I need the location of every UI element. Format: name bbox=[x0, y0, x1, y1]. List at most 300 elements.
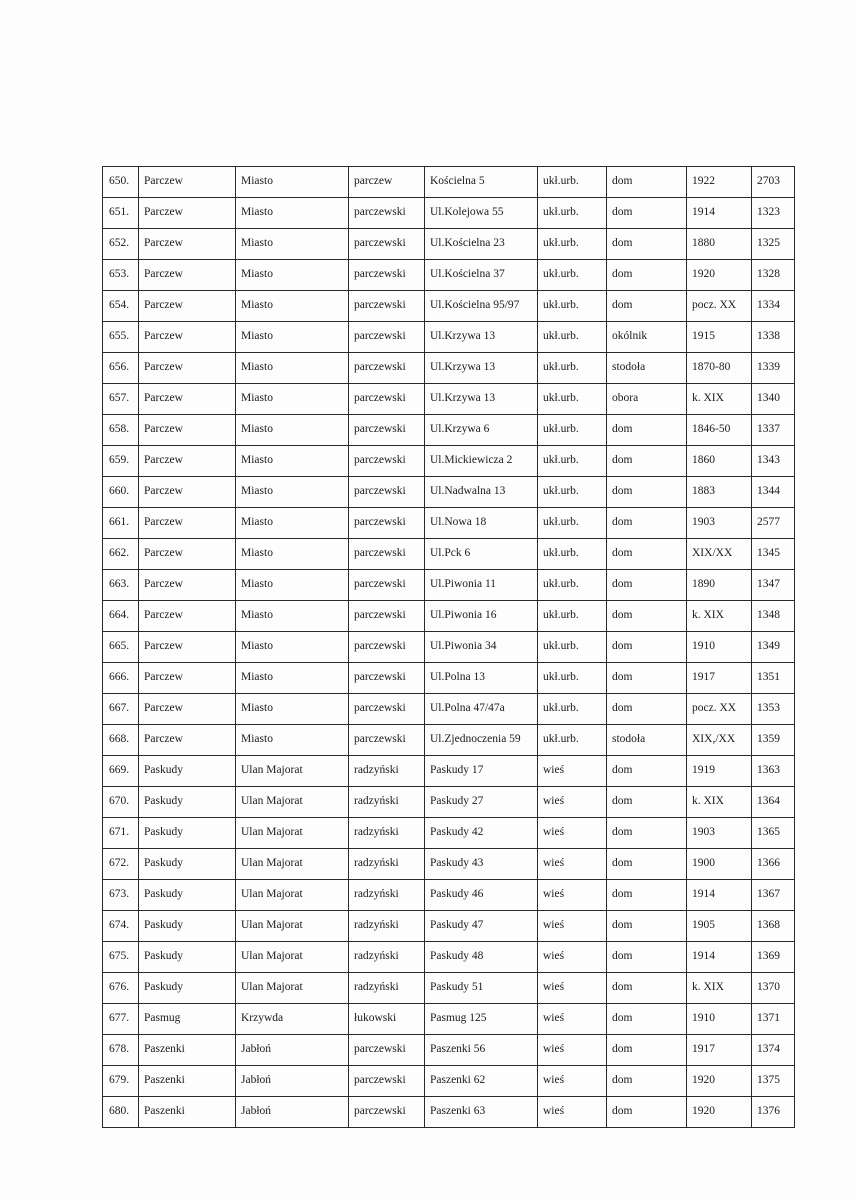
object-type-cell: dom bbox=[607, 942, 687, 973]
register-number-cell: 1328 bbox=[752, 260, 795, 291]
register-number-cell: 1337 bbox=[752, 415, 795, 446]
district-cell: parczewski bbox=[349, 446, 425, 477]
entry-number-cell: 661. bbox=[103, 508, 139, 539]
table-row bbox=[103, 601, 795, 632]
settlement-type-cell: ukł.urb. bbox=[538, 725, 607, 756]
commune-cell: Ulan Majorat bbox=[236, 787, 349, 818]
locality-cell: Parczew bbox=[139, 663, 236, 694]
object-type-cell: dom bbox=[607, 973, 687, 1004]
dating-cell: 1920 bbox=[687, 1097, 752, 1128]
commune-cell: Ulan Majorat bbox=[236, 849, 349, 880]
settlement-type-cell: wieś bbox=[538, 787, 607, 818]
settlement-type-cell: wieś bbox=[538, 880, 607, 911]
settlement-type-cell: wieś bbox=[538, 1097, 607, 1128]
dating-cell: 1846-50 bbox=[687, 415, 752, 446]
table-row bbox=[103, 1097, 795, 1128]
register-number-cell: 1334 bbox=[752, 291, 795, 322]
register-number-cell: 1347 bbox=[752, 570, 795, 601]
commune-cell: Ulan Majorat bbox=[236, 818, 349, 849]
commune-cell: Miasto bbox=[236, 167, 349, 198]
locality-cell: Paskudy bbox=[139, 880, 236, 911]
district-cell: parczewski bbox=[349, 353, 425, 384]
locality-cell: Paszenki bbox=[139, 1097, 236, 1128]
locality-cell: Parczew bbox=[139, 353, 236, 384]
address-cell: Paskudy 27 bbox=[425, 787, 538, 818]
locality-cell: Parczew bbox=[139, 167, 236, 198]
address-cell: Paskudy 51 bbox=[425, 973, 538, 1004]
object-type-cell: dom bbox=[607, 477, 687, 508]
commune-cell: Miasto bbox=[236, 508, 349, 539]
entry-number-cell: 673. bbox=[103, 880, 139, 911]
entry-number-cell: 664. bbox=[103, 601, 139, 632]
entry-number-cell: 657. bbox=[103, 384, 139, 415]
locality-cell: Parczew bbox=[139, 477, 236, 508]
district-cell: parczewski bbox=[349, 1097, 425, 1128]
settlement-type-cell: ukł.urb. bbox=[538, 229, 607, 260]
table-row bbox=[103, 1066, 795, 1097]
address-cell: Ul.Kolejowa 55 bbox=[425, 198, 538, 229]
district-cell: parczewski bbox=[349, 198, 425, 229]
object-type-cell: dom bbox=[607, 601, 687, 632]
dating-cell: 1860 bbox=[687, 446, 752, 477]
address-cell: Ul.Krzywa 13 bbox=[425, 322, 538, 353]
commune-cell: Miasto bbox=[236, 694, 349, 725]
commune-cell: Miasto bbox=[236, 415, 349, 446]
dating-cell: 1914 bbox=[687, 880, 752, 911]
table-row bbox=[103, 229, 795, 260]
table-row bbox=[103, 756, 795, 787]
commune-cell: Miasto bbox=[236, 446, 349, 477]
commune-cell: Jabłoń bbox=[236, 1097, 349, 1128]
dating-cell: 1883 bbox=[687, 477, 752, 508]
locality-cell: Parczew bbox=[139, 725, 236, 756]
entry-number-cell: 652. bbox=[103, 229, 139, 260]
table-row bbox=[103, 167, 795, 198]
commune-cell: Ulan Majorat bbox=[236, 880, 349, 911]
register-number-cell: 1348 bbox=[752, 601, 795, 632]
table-row bbox=[103, 198, 795, 229]
entry-number-cell: 655. bbox=[103, 322, 139, 353]
address-cell: Ul.Nadwalna 13 bbox=[425, 477, 538, 508]
settlement-type-cell: ukł.urb. bbox=[538, 415, 607, 446]
commune-cell: Miasto bbox=[236, 632, 349, 663]
settlement-type-cell: ukł.urb. bbox=[538, 477, 607, 508]
address-cell: Paskudy 46 bbox=[425, 880, 538, 911]
entry-number-cell: 677. bbox=[103, 1004, 139, 1035]
register-number-cell: 1338 bbox=[752, 322, 795, 353]
locality-cell: Parczew bbox=[139, 198, 236, 229]
register-number-cell: 1353 bbox=[752, 694, 795, 725]
entry-number-cell: 674. bbox=[103, 911, 139, 942]
register-number-cell: 1368 bbox=[752, 911, 795, 942]
table-row bbox=[103, 1035, 795, 1066]
settlement-type-cell: wieś bbox=[538, 942, 607, 973]
register-number-cell: 1367 bbox=[752, 880, 795, 911]
dating-cell: 1914 bbox=[687, 942, 752, 973]
locality-cell: Paskudy bbox=[139, 756, 236, 787]
commune-cell: Miasto bbox=[236, 539, 349, 570]
dating-cell: 1905 bbox=[687, 911, 752, 942]
commune-cell: Miasto bbox=[236, 570, 349, 601]
register-number-cell: 1343 bbox=[752, 446, 795, 477]
register-number-cell: 2703 bbox=[752, 167, 795, 198]
settlement-type-cell: wieś bbox=[538, 911, 607, 942]
object-type-cell: dom bbox=[607, 415, 687, 446]
object-type-cell: dom bbox=[607, 291, 687, 322]
district-cell: parczew bbox=[349, 167, 425, 198]
commune-cell: Jabłoń bbox=[236, 1066, 349, 1097]
object-type-cell: dom bbox=[607, 167, 687, 198]
district-cell: parczewski bbox=[349, 570, 425, 601]
register-number-cell: 1323 bbox=[752, 198, 795, 229]
dating-cell: k. XIX bbox=[687, 787, 752, 818]
district-cell: radzyński bbox=[349, 942, 425, 973]
locality-cell: Parczew bbox=[139, 322, 236, 353]
address-cell: Ul.Krzywa 13 bbox=[425, 353, 538, 384]
settlement-type-cell: ukł.urb. bbox=[538, 632, 607, 663]
entry-number-cell: 667. bbox=[103, 694, 139, 725]
entry-number-cell: 663. bbox=[103, 570, 139, 601]
object-type-cell: dom bbox=[607, 1097, 687, 1128]
object-type-cell: obora bbox=[607, 384, 687, 415]
dating-cell: XIX,/XX bbox=[687, 725, 752, 756]
table-row bbox=[103, 1004, 795, 1035]
dating-cell: 1920 bbox=[687, 1066, 752, 1097]
address-cell: Paszenki 63 bbox=[425, 1097, 538, 1128]
locality-cell: Paskudy bbox=[139, 818, 236, 849]
dating-cell: 1903 bbox=[687, 818, 752, 849]
commune-cell: Ulan Majorat bbox=[236, 942, 349, 973]
object-type-cell: dom bbox=[607, 663, 687, 694]
address-cell: Ul.Polna 47/47a bbox=[425, 694, 538, 725]
commune-cell: Miasto bbox=[236, 229, 349, 260]
address-cell: Ul.Piwonia 16 bbox=[425, 601, 538, 632]
register-number-cell: 1371 bbox=[752, 1004, 795, 1035]
object-type-cell: dom bbox=[607, 880, 687, 911]
object-type-cell: dom bbox=[607, 260, 687, 291]
object-type-cell: dom bbox=[607, 756, 687, 787]
entry-number-cell: 678. bbox=[103, 1035, 139, 1066]
address-cell: Ul.Nowa 18 bbox=[425, 508, 538, 539]
dating-cell: 1870-80 bbox=[687, 353, 752, 384]
table-row bbox=[103, 415, 795, 446]
dating-cell: 1910 bbox=[687, 632, 752, 663]
entry-number-cell: 670. bbox=[103, 787, 139, 818]
address-cell: Ul.Krzywa 13 bbox=[425, 384, 538, 415]
object-type-cell: dom bbox=[607, 508, 687, 539]
address-cell: Ul.Kościelna 23 bbox=[425, 229, 538, 260]
locality-cell: Paszenki bbox=[139, 1066, 236, 1097]
monument-registry-table bbox=[102, 166, 795, 1128]
object-type-cell: okólnik bbox=[607, 322, 687, 353]
settlement-type-cell: ukł.urb. bbox=[538, 601, 607, 632]
table-row bbox=[103, 911, 795, 942]
locality-cell: Paskudy bbox=[139, 849, 236, 880]
locality-cell: Parczew bbox=[139, 570, 236, 601]
settlement-type-cell: ukł.urb. bbox=[538, 353, 607, 384]
commune-cell: Ulan Majorat bbox=[236, 911, 349, 942]
address-cell: Ul.Zjednoczenia 59 bbox=[425, 725, 538, 756]
table-row bbox=[103, 694, 795, 725]
locality-cell: Parczew bbox=[139, 601, 236, 632]
settlement-type-cell: ukł.urb. bbox=[538, 663, 607, 694]
district-cell: radzyński bbox=[349, 787, 425, 818]
register-number-cell: 1325 bbox=[752, 229, 795, 260]
object-type-cell: stodoła bbox=[607, 353, 687, 384]
address-cell: Ul.Polna 13 bbox=[425, 663, 538, 694]
entry-number-cell: 656. bbox=[103, 353, 139, 384]
register-number-cell: 1339 bbox=[752, 353, 795, 384]
registry-body bbox=[103, 167, 795, 1128]
commune-cell: Miasto bbox=[236, 353, 349, 384]
dating-cell: 1922 bbox=[687, 167, 752, 198]
table-row bbox=[103, 880, 795, 911]
object-type-cell: dom bbox=[607, 570, 687, 601]
address-cell: Ul.Pck 6 bbox=[425, 539, 538, 570]
address-cell: Paskudy 17 bbox=[425, 756, 538, 787]
entry-number-cell: 662. bbox=[103, 539, 139, 570]
district-cell: parczewski bbox=[349, 1066, 425, 1097]
settlement-type-cell: ukł.urb. bbox=[538, 198, 607, 229]
locality-cell: Parczew bbox=[139, 291, 236, 322]
commune-cell: Miasto bbox=[236, 198, 349, 229]
district-cell: radzyński bbox=[349, 849, 425, 880]
district-cell: radzyński bbox=[349, 911, 425, 942]
locality-cell: Parczew bbox=[139, 632, 236, 663]
dating-cell: pocz. XX bbox=[687, 291, 752, 322]
district-cell: parczewski bbox=[349, 725, 425, 756]
entry-number-cell: 650. bbox=[103, 167, 139, 198]
table-row bbox=[103, 849, 795, 880]
settlement-type-cell: ukł.urb. bbox=[538, 446, 607, 477]
settlement-type-cell: wieś bbox=[538, 849, 607, 880]
locality-cell: Paskudy bbox=[139, 942, 236, 973]
district-cell: radzyński bbox=[349, 818, 425, 849]
entry-number-cell: 660. bbox=[103, 477, 139, 508]
dating-cell: 1900 bbox=[687, 849, 752, 880]
settlement-type-cell: ukł.urb. bbox=[538, 539, 607, 570]
district-cell: parczewski bbox=[349, 291, 425, 322]
district-cell: radzyński bbox=[349, 756, 425, 787]
commune-cell: Jabłoń bbox=[236, 1035, 349, 1066]
object-type-cell: dom bbox=[607, 198, 687, 229]
dating-cell: 1880 bbox=[687, 229, 752, 260]
entry-number-cell: 672. bbox=[103, 849, 139, 880]
locality-cell: Paskudy bbox=[139, 911, 236, 942]
address-cell: Paskudy 48 bbox=[425, 942, 538, 973]
object-type-cell: dom bbox=[607, 911, 687, 942]
table-row bbox=[103, 322, 795, 353]
address-cell: Ul.Mickiewicza 2 bbox=[425, 446, 538, 477]
register-number-cell: 1365 bbox=[752, 818, 795, 849]
register-number-cell: 1375 bbox=[752, 1066, 795, 1097]
object-type-cell: dom bbox=[607, 1066, 687, 1097]
dating-cell: k. XIX bbox=[687, 601, 752, 632]
table-row bbox=[103, 353, 795, 384]
register-number-cell: 1364 bbox=[752, 787, 795, 818]
register-number-cell: 2577 bbox=[752, 508, 795, 539]
commune-cell: Krzywda bbox=[236, 1004, 349, 1035]
entry-number-cell: 659. bbox=[103, 446, 139, 477]
register-number-cell: 1340 bbox=[752, 384, 795, 415]
district-cell: parczewski bbox=[349, 508, 425, 539]
entry-number-cell: 680. bbox=[103, 1097, 139, 1128]
address-cell: Ul.Piwonia 34 bbox=[425, 632, 538, 663]
address-cell: Pasmug 125 bbox=[425, 1004, 538, 1035]
entry-number-cell: 679. bbox=[103, 1066, 139, 1097]
table-row bbox=[103, 663, 795, 694]
address-cell: Paskudy 43 bbox=[425, 849, 538, 880]
district-cell: parczewski bbox=[349, 229, 425, 260]
register-number-cell: 1374 bbox=[752, 1035, 795, 1066]
table-row bbox=[103, 787, 795, 818]
entry-number-cell: 651. bbox=[103, 198, 139, 229]
entry-number-cell: 675. bbox=[103, 942, 139, 973]
object-type-cell: dom bbox=[607, 1035, 687, 1066]
settlement-type-cell: wieś bbox=[538, 1035, 607, 1066]
register-number-cell: 1376 bbox=[752, 1097, 795, 1128]
commune-cell: Miasto bbox=[236, 663, 349, 694]
register-number-cell: 1345 bbox=[752, 539, 795, 570]
entry-number-cell: 653. bbox=[103, 260, 139, 291]
address-cell: Ul.Kościelna 95/97 bbox=[425, 291, 538, 322]
register-number-cell: 1369 bbox=[752, 942, 795, 973]
settlement-type-cell: wieś bbox=[538, 1004, 607, 1035]
dating-cell: XIX/XX bbox=[687, 539, 752, 570]
table-row bbox=[103, 818, 795, 849]
address-cell: Paszenki 62 bbox=[425, 1066, 538, 1097]
locality-cell: Parczew bbox=[139, 694, 236, 725]
locality-cell: Parczew bbox=[139, 539, 236, 570]
district-cell: parczewski bbox=[349, 539, 425, 570]
district-cell: radzyński bbox=[349, 880, 425, 911]
commune-cell: Miasto bbox=[236, 260, 349, 291]
locality-cell: Parczew bbox=[139, 260, 236, 291]
register-number-cell: 1370 bbox=[752, 973, 795, 1004]
locality-cell: Parczew bbox=[139, 229, 236, 260]
table-row bbox=[103, 477, 795, 508]
locality-cell: Pasmug bbox=[139, 1004, 236, 1035]
address-cell: Ul.Kościelna 37 bbox=[425, 260, 538, 291]
settlement-type-cell: wieś bbox=[538, 1066, 607, 1097]
address-cell: Paskudy 42 bbox=[425, 818, 538, 849]
address-cell: Paskudy 47 bbox=[425, 911, 538, 942]
entry-number-cell: 668. bbox=[103, 725, 139, 756]
commune-cell: Miasto bbox=[236, 384, 349, 415]
district-cell: parczewski bbox=[349, 477, 425, 508]
object-type-cell: dom bbox=[607, 229, 687, 260]
address-cell: Paszenki 56 bbox=[425, 1035, 538, 1066]
district-cell: parczewski bbox=[349, 322, 425, 353]
register-number-cell: 1366 bbox=[752, 849, 795, 880]
object-type-cell: dom bbox=[607, 849, 687, 880]
settlement-type-cell: wieś bbox=[538, 756, 607, 787]
commune-cell: Miasto bbox=[236, 291, 349, 322]
table-row bbox=[103, 570, 795, 601]
object-type-cell: dom bbox=[607, 1004, 687, 1035]
dating-cell: 1890 bbox=[687, 570, 752, 601]
table-row bbox=[103, 384, 795, 415]
district-cell: parczewski bbox=[349, 415, 425, 446]
settlement-type-cell: ukł.urb. bbox=[538, 291, 607, 322]
entry-number-cell: 666. bbox=[103, 663, 139, 694]
object-type-cell: dom bbox=[607, 787, 687, 818]
object-type-cell: dom bbox=[607, 818, 687, 849]
locality-cell: Parczew bbox=[139, 446, 236, 477]
entry-number-cell: 665. bbox=[103, 632, 139, 663]
table-row bbox=[103, 632, 795, 663]
table-row bbox=[103, 291, 795, 322]
dating-cell: k. XIX bbox=[687, 384, 752, 415]
entry-number-cell: 671. bbox=[103, 818, 139, 849]
register-number-cell: 1359 bbox=[752, 725, 795, 756]
table-row bbox=[103, 725, 795, 756]
commune-cell: Miasto bbox=[236, 322, 349, 353]
settlement-type-cell: ukł.urb. bbox=[538, 167, 607, 198]
register-number-cell: 1363 bbox=[752, 756, 795, 787]
dating-cell: k. XIX bbox=[687, 973, 752, 1004]
settlement-type-cell: wieś bbox=[538, 818, 607, 849]
entry-number-cell: 669. bbox=[103, 756, 139, 787]
table-row bbox=[103, 942, 795, 973]
dating-cell: 1919 bbox=[687, 756, 752, 787]
dating-cell: pocz. XX bbox=[687, 694, 752, 725]
district-cell: parczewski bbox=[349, 601, 425, 632]
entry-number-cell: 654. bbox=[103, 291, 139, 322]
locality-cell: Paskudy bbox=[139, 973, 236, 1004]
settlement-type-cell: ukł.urb. bbox=[538, 508, 607, 539]
object-type-cell: stodoła bbox=[607, 725, 687, 756]
commune-cell: Miasto bbox=[236, 477, 349, 508]
address-cell: Kościelna 5 bbox=[425, 167, 538, 198]
object-type-cell: dom bbox=[607, 446, 687, 477]
table-row bbox=[103, 539, 795, 570]
address-cell: Ul.Krzywa 6 bbox=[425, 415, 538, 446]
dating-cell: 1903 bbox=[687, 508, 752, 539]
district-cell: parczewski bbox=[349, 384, 425, 415]
register-number-cell: 1344 bbox=[752, 477, 795, 508]
entry-number-cell: 676. bbox=[103, 973, 139, 1004]
district-cell: łukowski bbox=[349, 1004, 425, 1035]
commune-cell: Miasto bbox=[236, 725, 349, 756]
settlement-type-cell: ukł.urb. bbox=[538, 260, 607, 291]
district-cell: parczewski bbox=[349, 260, 425, 291]
locality-cell: Parczew bbox=[139, 415, 236, 446]
settlement-type-cell: ukł.urb. bbox=[538, 384, 607, 415]
settlement-type-cell: ukł.urb. bbox=[538, 570, 607, 601]
object-type-cell: dom bbox=[607, 694, 687, 725]
district-cell: radzyński bbox=[349, 973, 425, 1004]
dating-cell: 1917 bbox=[687, 1035, 752, 1066]
table-row bbox=[103, 260, 795, 291]
commune-cell: Miasto bbox=[236, 601, 349, 632]
district-cell: parczewski bbox=[349, 1035, 425, 1066]
register-number-cell: 1351 bbox=[752, 663, 795, 694]
table-row bbox=[103, 508, 795, 539]
table-row bbox=[103, 446, 795, 477]
dating-cell: 1915 bbox=[687, 322, 752, 353]
register-number-cell: 1349 bbox=[752, 632, 795, 663]
dating-cell: 1910 bbox=[687, 1004, 752, 1035]
settlement-type-cell: ukł.urb. bbox=[538, 322, 607, 353]
locality-cell: Paskudy bbox=[139, 787, 236, 818]
dating-cell: 1914 bbox=[687, 198, 752, 229]
entry-number-cell: 658. bbox=[103, 415, 139, 446]
object-type-cell: dom bbox=[607, 539, 687, 570]
locality-cell: Parczew bbox=[139, 384, 236, 415]
district-cell: parczewski bbox=[349, 632, 425, 663]
settlement-type-cell: ukł.urb. bbox=[538, 694, 607, 725]
